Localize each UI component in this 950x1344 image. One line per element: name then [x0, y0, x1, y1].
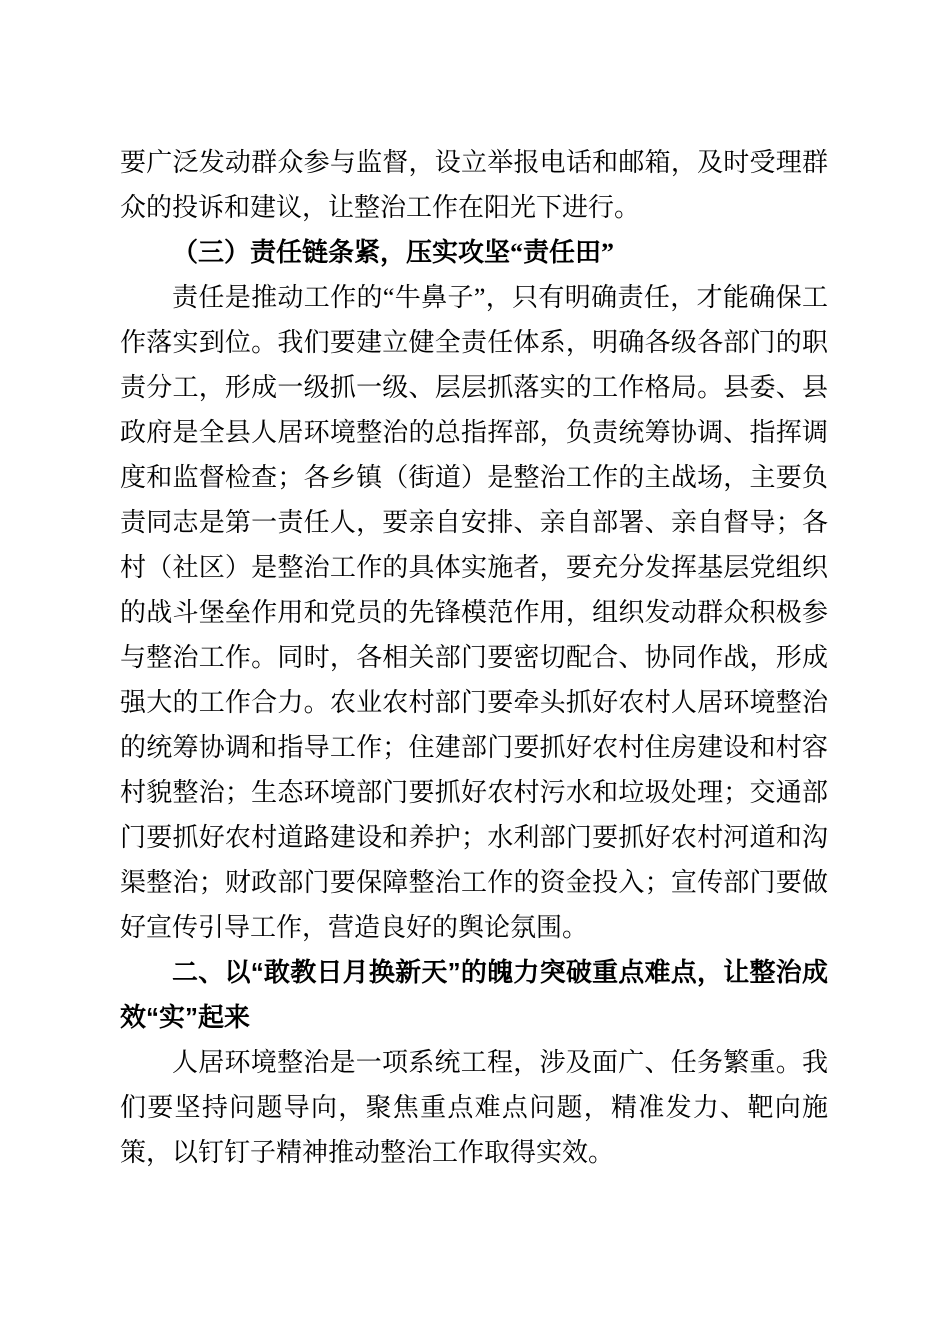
section-heading-breakthrough: 二、以“敢教日月换新天”的魄力突破重点难点，让整治成效“实”起来: [120, 957, 828, 1032]
paragraph-systematic-project: 人居环境整治是一项系统工程，涉及面广、任务繁重。我们要坚持问题导向，聚焦重点难点问题，精准发力、靶向施策，以钉钉子精神推动整治工作取得实效。: [120, 1048, 828, 1167]
paragraph-responsibility-system: 责任是推动工作的“牛鼻子”，只有明确责任，才能确保工作落实到位。我们要建立健全责任体系，明确各级各部门的职责分工，形成一级抓一级、层层抓落实的工作格局。县委、县政府是全县人居环境整治的总指挥部，负责统筹协调、指挥调度和监督检查；各乡镇（街道）是整治工作的主战场，主要负责同志是第一责任人，要亲自安排、亲自部署、亲自督导；各村（社区）是整治工作的具体实施者，要充分发挥基层党组织的战斗堡垒作用和党员的先锋模范作用，组织发动群众积极参与整治工作。同时，各相关部门要密切配合、协同作战，形成强大的工作合力。农业农村部门要牵头抓好农村人居环境整治的统筹协调和指导工作；住建部门要抓好农村住房建设和村容村貌整治；生态环境部门要抓好农村污水和垃圾处理；交通部门要抓好农村道路建设和养护；水利部门要抓好农村河道和沟渠整治；财政部门要保障整治工作的资金投入；宣传部门要做好宣传引导工作，营造良好的舆论氛围。: [120, 283, 828, 942]
paragraph-supervision-continuation: 要广泛发动群众参与监督，设立举报电话和邮箱，及时受理群众的投诉和建议，让整治工作在阳光下进行。: [120, 148, 828, 222]
document-body: [120, 140, 828, 1175]
sub-heading-responsibility-chain: （三）责任链条紧，压实攻坚“责任田”: [172, 238, 615, 267]
